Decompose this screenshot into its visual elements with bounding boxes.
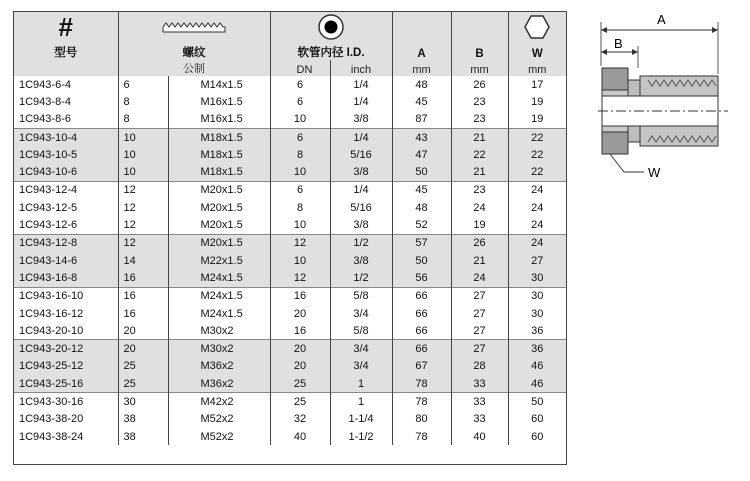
cell-code: 1C943-20-10 (19, 324, 84, 337)
table-row (14, 234, 566, 252)
cell-code: 1C943-25-12 (14, 358, 118, 375)
cell-w: 22 (508, 128, 566, 146)
dim-a-label: A (657, 12, 666, 27)
cell-w: 24 (508, 181, 566, 199)
cell-code: 1C943-25-16 (14, 375, 118, 393)
cell-dn: 10 (270, 111, 330, 129)
cell-inch: 1/4 (330, 93, 392, 110)
cell-w: 24 (508, 199, 566, 216)
cell-thread: M36x2 (168, 358, 270, 375)
cell-code: 1C943-8-4 (19, 95, 71, 108)
cell-w: 19 (508, 111, 566, 129)
cell-thread: M22x1.5 (168, 252, 270, 269)
cell-a: 66 (392, 322, 451, 340)
table-row (14, 322, 566, 340)
cell-dn: 6 (270, 181, 330, 199)
table-row (14, 411, 566, 428)
cell-b: 21 (451, 128, 508, 146)
cell-code: 1C943-12-6 (19, 219, 78, 232)
cell-code: 1C943-6-4 (19, 78, 71, 91)
cell-code: 1C943-30-16 (14, 393, 118, 411)
cell-inch: 5/8 (330, 322, 392, 340)
cell-n: 16 (118, 287, 168, 305)
cell-a: 48 (392, 199, 451, 216)
cell-n: 38 (118, 411, 168, 428)
cell-n: 14 (118, 252, 168, 269)
hash-icon: # (14, 12, 118, 42)
cell-dn: 10 (270, 163, 330, 181)
cell-b: 27 (451, 340, 508, 358)
table-row (14, 76, 566, 93)
cell-w: 36 (508, 340, 566, 358)
cell-b: 23 (451, 93, 508, 110)
cell-b: 23 (451, 111, 508, 129)
table-row (14, 216, 566, 234)
cell-code: 1C943-16-12 (19, 307, 84, 320)
header-label-row (14, 42, 566, 60)
cell-w: 22 (508, 163, 566, 181)
cell-code: 1C943-14-6 (14, 252, 118, 269)
cell-thread: M52x2 (168, 428, 270, 445)
cell-a: 78 (392, 393, 451, 411)
cell-w: 24 (508, 216, 566, 234)
cell-w: 46 (508, 358, 566, 375)
cell-a: 78 (392, 428, 451, 445)
table-row (14, 375, 566, 393)
cell-inch: 1/4 (330, 76, 392, 93)
table-row (14, 111, 566, 129)
cell-n: 38 (118, 428, 168, 445)
cell-dn: 12 (270, 269, 330, 287)
cell-thread: M14x1.5 (168, 76, 270, 93)
cell-w: 50 (508, 393, 566, 411)
cell-n: 16 (118, 269, 168, 287)
cell-inch: 1/2 (330, 269, 392, 287)
cell-a: 66 (392, 340, 451, 358)
header-unit-row (14, 60, 566, 76)
cell-n: 20 (118, 322, 168, 340)
arrow-b-left (601, 49, 607, 55)
w-leader (610, 154, 644, 172)
cell-code: 1C943-10-5 (14, 146, 118, 163)
cell-code: 1C943-16-10 (14, 287, 118, 305)
cell-code: 1C943-12-5 (19, 201, 78, 214)
arrow-b-right (632, 49, 638, 55)
cell-a: 52 (392, 216, 451, 234)
cell-a: 78 (392, 375, 451, 393)
cell-inch: 3/8 (330, 111, 392, 129)
cell-inch: 1 (330, 393, 392, 411)
table-row (14, 93, 566, 110)
cell-dn: 25 (270, 393, 330, 411)
cell-w: 24 (508, 234, 566, 252)
cell-b: 40 (451, 428, 508, 445)
cell-b: 26 (451, 234, 508, 252)
spec-table (14, 12, 566, 445)
cell-dn: 20 (270, 358, 330, 375)
cell-w: 30 (508, 269, 566, 287)
cell-w: 46 (508, 375, 566, 393)
hose-id-heading: 软管内径 I.D. (270, 42, 392, 60)
model-heading: 型号 (14, 42, 118, 60)
table-row (14, 163, 566, 181)
cell-a: 45 (392, 181, 451, 199)
cell-code: 1C943-8-6 (19, 113, 71, 126)
cell-n: 25 (118, 358, 168, 375)
cell-b: 24 (451, 269, 508, 287)
arrow-a-right (712, 27, 718, 33)
hose-fitting-drawing (590, 6, 740, 196)
cell-w: 30 (508, 287, 566, 305)
w-unit: mm (508, 60, 566, 76)
cell-b: 33 (451, 375, 508, 393)
cell-n: 8 (118, 111, 168, 129)
cell-n: 10 (118, 128, 168, 146)
cell-inch: 3/4 (330, 358, 392, 375)
cell-inch: 1/4 (330, 128, 392, 146)
cell-n: 12 (118, 199, 168, 216)
arrow-a-left (601, 27, 607, 33)
cell-a: 47 (392, 146, 451, 163)
cell-a: 66 (392, 287, 451, 305)
cell-dn: 16 (270, 287, 330, 305)
cell-b: 21 (451, 252, 508, 269)
cell-n: 12 (118, 234, 168, 252)
table-row (14, 269, 566, 287)
b-unit: mm (451, 60, 508, 76)
cell-n: 25 (118, 375, 168, 393)
a-heading: A (392, 42, 451, 60)
cell-code: 1C943-10-4 (14, 128, 118, 146)
cell-a: 87 (392, 111, 451, 129)
cell-dn: 6 (270, 128, 330, 146)
table-row (14, 287, 566, 305)
cell-a: 43 (392, 128, 451, 146)
cell-n: 16 (118, 305, 168, 322)
cell-code: 1C943-12-8 (14, 234, 118, 252)
cell-thread: M18x1.5 (168, 146, 270, 163)
cell-thread: M24x1.5 (168, 269, 270, 287)
cell-inch: 3/8 (330, 163, 392, 181)
cell-b: 28 (451, 358, 508, 375)
spec-table-body (14, 76, 566, 445)
cell-b: 23 (451, 181, 508, 199)
cell-dn: 10 (270, 216, 330, 234)
cell-thread: M16x1.5 (168, 93, 270, 110)
cell-code: 1C943-20-12 (14, 340, 118, 358)
cell-code: 1C943-12-4 (14, 181, 118, 199)
cell-thread: M16x1.5 (168, 111, 270, 129)
dn-unit: DN (270, 60, 330, 76)
dim-b-label: B (614, 36, 623, 51)
table-row (14, 146, 566, 163)
cell-w: 17 (508, 76, 566, 93)
cell-w: 30 (508, 305, 566, 322)
cell-inch: 5/8 (330, 287, 392, 305)
cell-b: 21 (451, 163, 508, 181)
inch-unit: inch (330, 60, 392, 76)
cell-inch: 5/16 (330, 199, 392, 216)
thread-unit: 公制 (118, 60, 270, 76)
cell-w: 22 (508, 146, 566, 163)
cell-thread: M18x1.5 (168, 163, 270, 181)
cell-a: 48 (392, 76, 451, 93)
cell-a: 56 (392, 269, 451, 287)
cell-b: 26 (451, 76, 508, 93)
cell-a: 80 (392, 411, 451, 428)
cell-w: 60 (508, 411, 566, 428)
cell-inch: 3/8 (330, 216, 392, 234)
cell-thread: M52x2 (168, 411, 270, 428)
cell-inch: 1/2 (330, 234, 392, 252)
cell-a: 45 (392, 93, 451, 110)
cell-thread: M20x1.5 (168, 234, 270, 252)
cell-n: 6 (118, 76, 168, 93)
cell-thread: M36x2 (168, 375, 270, 393)
cell-w: 19 (508, 93, 566, 110)
cell-inch: 3/4 (330, 305, 392, 322)
table-row (14, 128, 566, 146)
table-row (14, 199, 566, 216)
cell-n: 8 (118, 93, 168, 110)
cell-b: 19 (451, 216, 508, 234)
cell-a: 50 (392, 252, 451, 269)
cell-code: 1C943-10-6 (14, 163, 118, 181)
cell-inch: 3/4 (330, 340, 392, 358)
cell-thread: M20x1.5 (168, 216, 270, 234)
cell-dn: 12 (270, 234, 330, 252)
table-row (14, 305, 566, 322)
b-heading: B (451, 42, 508, 60)
cell-n: 20 (118, 340, 168, 358)
cell-b: 27 (451, 322, 508, 340)
cell-thread: M42x2 (168, 393, 270, 411)
a-unit: mm (392, 60, 451, 76)
hexagon-icon (508, 12, 566, 42)
table-row (14, 358, 566, 375)
cell-code: 1C943-38-24 (19, 430, 84, 443)
cell-n: 10 (118, 163, 168, 181)
hose-bore-icon (270, 12, 392, 42)
cell-dn: 32 (270, 411, 330, 428)
cell-b: 27 (451, 305, 508, 322)
cell-code: 1C943-16-8 (14, 269, 118, 287)
header-icon-row (14, 12, 566, 42)
cell-dn: 25 (270, 375, 330, 393)
cell-dn: 6 (270, 76, 330, 93)
cell-n: 12 (118, 181, 168, 199)
cell-n: 30 (118, 393, 168, 411)
cell-b: 33 (451, 393, 508, 411)
table-row (14, 340, 566, 358)
cell-dn: 20 (270, 340, 330, 358)
cell-thread: M24x1.5 (168, 305, 270, 322)
cell-thread: M20x1.5 (168, 181, 270, 199)
cell-thread: M30x2 (168, 340, 270, 358)
cell-b: 24 (451, 199, 508, 216)
cell-a: 50 (392, 163, 451, 181)
cell-thread: M20x1.5 (168, 199, 270, 216)
cell-dn: 16 (270, 322, 330, 340)
cell-a: 67 (392, 358, 451, 375)
cell-thread: M18x1.5 (168, 128, 270, 146)
cell-inch: 1/4 (330, 181, 392, 199)
cell-inch: 1 (330, 375, 392, 393)
dim-w-label: W (648, 165, 661, 180)
cell-code: 1C943-38-20 (19, 413, 84, 426)
w-heading: W (508, 42, 566, 60)
cell-dn: 8 (270, 199, 330, 216)
cell-b: 22 (451, 146, 508, 163)
cell-thread: M24x1.5 (168, 287, 270, 305)
cell-a: 66 (392, 305, 451, 322)
cell-dn: 6 (270, 93, 330, 110)
cell-inch: 5/16 (330, 146, 392, 163)
cell-w: 36 (508, 322, 566, 340)
cell-inch: 1-1/2 (330, 428, 392, 445)
table-row (14, 252, 566, 269)
thread-heading: 螺纹 (118, 42, 270, 60)
cell-n: 10 (118, 146, 168, 163)
table-row (14, 181, 566, 199)
cell-a: 57 (392, 234, 451, 252)
cell-b: 33 (451, 411, 508, 428)
cell-thread: M30x2 (168, 322, 270, 340)
table-row (14, 428, 566, 445)
cell-b: 27 (451, 287, 508, 305)
cell-w: 27 (508, 252, 566, 269)
table-row (14, 393, 566, 411)
cell-n: 12 (118, 216, 168, 234)
cell-dn: 10 (270, 252, 330, 269)
cell-dn: 8 (270, 146, 330, 163)
cell-inch: 1-1/4 (330, 411, 392, 428)
cell-dn: 40 (270, 428, 330, 445)
cell-w: 60 (508, 428, 566, 445)
thread-icon (118, 12, 270, 42)
cell-dn: 20 (270, 305, 330, 322)
cell-inch: 3/8 (330, 252, 392, 269)
